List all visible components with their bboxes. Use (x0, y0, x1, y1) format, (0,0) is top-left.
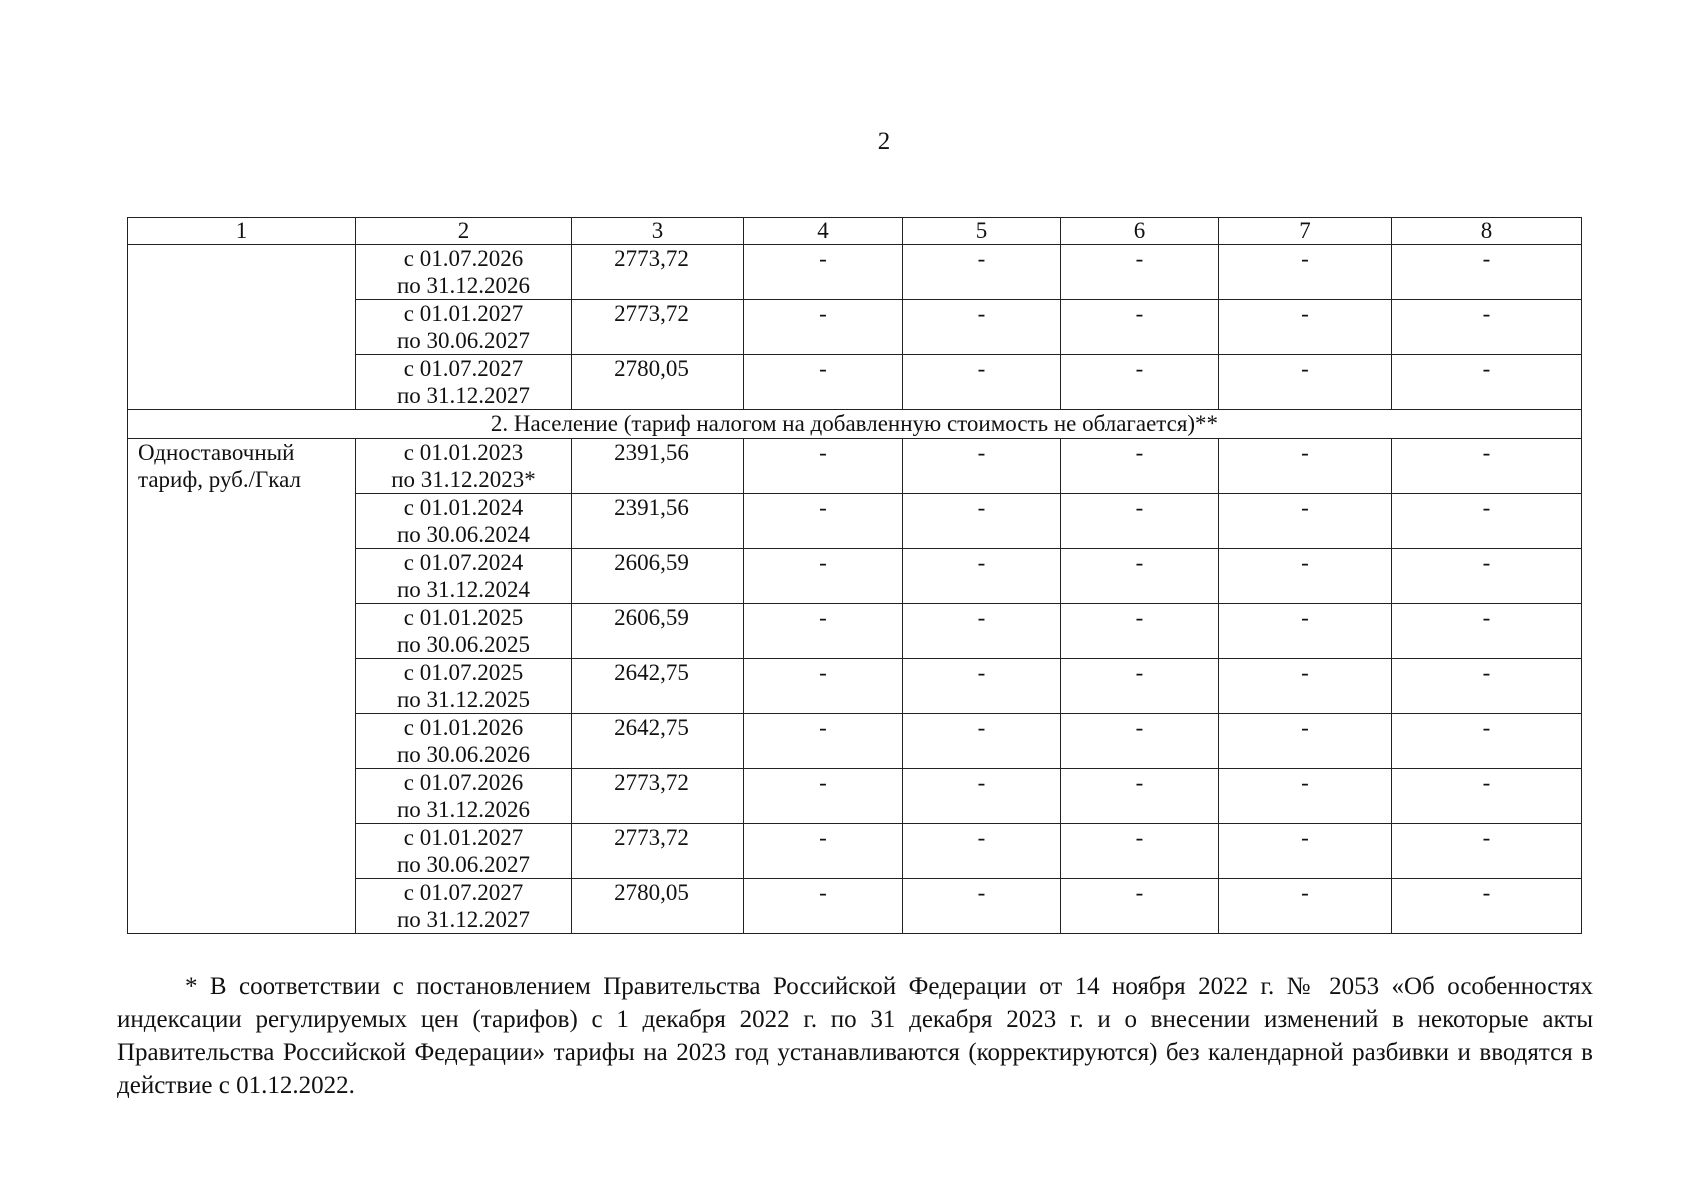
empty-value-dash: - (1219, 714, 1392, 769)
period-to: по 31.12.2027 (396, 907, 531, 932)
tariff-value: 2391,56 (572, 494, 744, 549)
empty-value-dash: - (1219, 879, 1392, 934)
tariff-value: 2606,59 (572, 604, 744, 659)
empty-value-dash: - (1219, 245, 1392, 300)
empty-value-dash: - (1061, 494, 1219, 549)
period-cell (356, 245, 572, 300)
empty-value-dash: - (1392, 769, 1582, 824)
column-number: 2 (356, 218, 572, 245)
period-to: по 31.12.2023* (391, 467, 536, 492)
empty-value-dash: - (1061, 355, 1219, 410)
empty-value-dash: - (1219, 604, 1392, 659)
empty-value-dash: - (903, 245, 1061, 300)
empty-value-dash: - (744, 494, 903, 549)
page-number: 2 (877, 128, 891, 155)
period-from: с 01.07.2026 (403, 246, 524, 271)
empty-value-dash: - (1219, 824, 1392, 879)
empty-value-dash: - (903, 659, 1061, 714)
empty-value-dash: - (744, 245, 903, 300)
empty-value-dash: - (903, 879, 1061, 934)
column-number: 7 (1219, 218, 1392, 245)
tariff-value: 2391,56 (572, 439, 744, 494)
period-from: с 01.01.2023 (403, 440, 524, 465)
column-number: 6 (1061, 218, 1219, 245)
tariff-name-cell (128, 245, 356, 410)
period-from: с 01.01.2027 (403, 825, 524, 850)
period-to: по 31.12.2025 (396, 687, 531, 712)
table-row (128, 439, 1582, 494)
period-to: по 31.12.2027 (396, 383, 531, 408)
tariff-name-cell (128, 439, 356, 934)
tariff-value: 2773,72 (572, 824, 744, 879)
empty-value-dash: - (1061, 769, 1219, 824)
empty-value-dash: - (1392, 355, 1582, 410)
period-cell (356, 300, 572, 355)
empty-value-dash: - (1392, 824, 1582, 879)
period-cell (356, 439, 572, 494)
empty-value-dash: - (1392, 879, 1582, 934)
empty-value-dash: - (903, 769, 1061, 824)
period-from: с 01.01.2024 (403, 495, 524, 520)
period-to: по 30.06.2024 (396, 522, 531, 547)
period-to: по 30.06.2026 (396, 742, 531, 767)
empty-value-dash: - (744, 659, 903, 714)
period-to: по 30.06.2025 (396, 632, 531, 657)
period-cell (356, 769, 572, 824)
empty-value-dash: - (1061, 245, 1219, 300)
footnote: * В соответствии с постановлением Правительства Российской Федерации от 14 ноября 2022 г. № 2053 «Об особенностях индексации регулируемых цен (тарифов) с 1 декабря 2022 г. по 31 декабря 2023 г. и о внесении изменений в некоторые акты Правительства Российской Федерации» тарифы на 2023 год устанавливаются (корректируются) без календарной разбивки и вводятся в действие с 01.12.2022. (117, 973, 1593, 1099)
empty-value-dash: - (744, 439, 903, 494)
period-cell (356, 549, 572, 604)
empty-value-dash: - (1219, 300, 1392, 355)
empty-value-dash: - (1392, 300, 1582, 355)
empty-value-dash: - (1392, 494, 1582, 549)
period-to: по 31.12.2026 (396, 797, 531, 822)
tariff-table (127, 217, 1582, 934)
period-cell (356, 355, 572, 410)
empty-value-dash: - (744, 824, 903, 879)
empty-value-dash: - (1061, 659, 1219, 714)
empty-value-dash: - (1219, 769, 1392, 824)
empty-value-dash: - (903, 714, 1061, 769)
tariff-name-line: Одноставочный (138, 440, 295, 465)
period-from: с 01.07.2025 (403, 660, 524, 685)
empty-value-dash: - (903, 494, 1061, 549)
empty-value-dash: - (1392, 549, 1582, 604)
tariff-value: 2642,75 (572, 714, 744, 769)
column-number: 8 (1392, 218, 1582, 245)
column-number-row (128, 218, 1582, 245)
column-number: 4 (744, 218, 903, 245)
empty-value-dash: - (1392, 714, 1582, 769)
empty-value-dash: - (1061, 824, 1219, 879)
empty-value-dash: - (903, 300, 1061, 355)
empty-value-dash: - (1219, 494, 1392, 549)
period-cell (356, 879, 572, 934)
tariff-value: 2642,75 (572, 659, 744, 714)
empty-value-dash: - (744, 355, 903, 410)
period-to: по 30.06.2027 (396, 328, 531, 353)
empty-value-dash: - (1219, 659, 1392, 714)
period-to: по 30.06.2027 (396, 852, 531, 877)
period-from: с 01.07.2024 (403, 550, 524, 575)
empty-value-dash: - (744, 769, 903, 824)
empty-value-dash: - (744, 604, 903, 659)
tariff-value: 2773,72 (572, 245, 744, 300)
empty-value-dash: - (744, 549, 903, 604)
period-cell (356, 714, 572, 769)
empty-value-dash: - (1392, 245, 1582, 300)
empty-value-dash: - (1061, 300, 1219, 355)
empty-value-dash: - (1392, 604, 1582, 659)
tariff-value: 2780,05 (572, 355, 744, 410)
period-from: с 01.01.2026 (403, 715, 524, 740)
empty-value-dash: - (903, 824, 1061, 879)
column-number: 1 (128, 218, 356, 245)
empty-value-dash: - (1061, 879, 1219, 934)
empty-value-dash: - (1392, 439, 1582, 494)
empty-value-dash: - (744, 879, 903, 934)
empty-value-dash: - (903, 355, 1061, 410)
empty-value-dash: - (1061, 549, 1219, 604)
empty-value-dash: - (744, 300, 903, 355)
empty-value-dash: - (1219, 549, 1392, 604)
tariff-value: 2773,72 (572, 300, 744, 355)
tariff-value: 2780,05 (572, 879, 744, 934)
period-to: по 31.12.2026 (396, 273, 531, 298)
empty-value-dash: - (903, 439, 1061, 494)
table-row (128, 245, 1582, 300)
empty-value-dash: - (744, 714, 903, 769)
empty-value-dash: - (1392, 659, 1582, 714)
period-to: по 31.12.2024 (396, 577, 531, 602)
period-from: с 01.07.2027 (403, 356, 524, 381)
empty-value-dash: - (1061, 604, 1219, 659)
column-number: 3 (572, 218, 744, 245)
tariff-value: 2606,59 (572, 549, 744, 604)
period-from: с 01.01.2027 (403, 301, 524, 326)
period-from: с 01.07.2026 (403, 770, 524, 795)
period-cell (356, 494, 572, 549)
period-from: с 01.07.2027 (403, 880, 524, 905)
period-cell (356, 824, 572, 879)
period-cell (356, 604, 572, 659)
empty-value-dash: - (1061, 439, 1219, 494)
section-title: 2. Население (тариф налогом на добавленную стоимость не облагается)** (128, 410, 1582, 439)
empty-value-dash: - (1061, 714, 1219, 769)
empty-value-dash: - (903, 549, 1061, 604)
column-number: 5 (903, 218, 1061, 245)
section-heading-row (128, 410, 1582, 439)
empty-value-dash: - (1219, 355, 1392, 410)
tariff-value: 2773,72 (572, 769, 744, 824)
period-cell (356, 659, 572, 714)
empty-value-dash: - (1219, 439, 1392, 494)
period-from: с 01.01.2025 (403, 605, 524, 630)
empty-value-dash: - (903, 604, 1061, 659)
tariff-name-line: тариф, руб./Гкал (138, 467, 301, 492)
tariff-table-body (128, 218, 1582, 934)
